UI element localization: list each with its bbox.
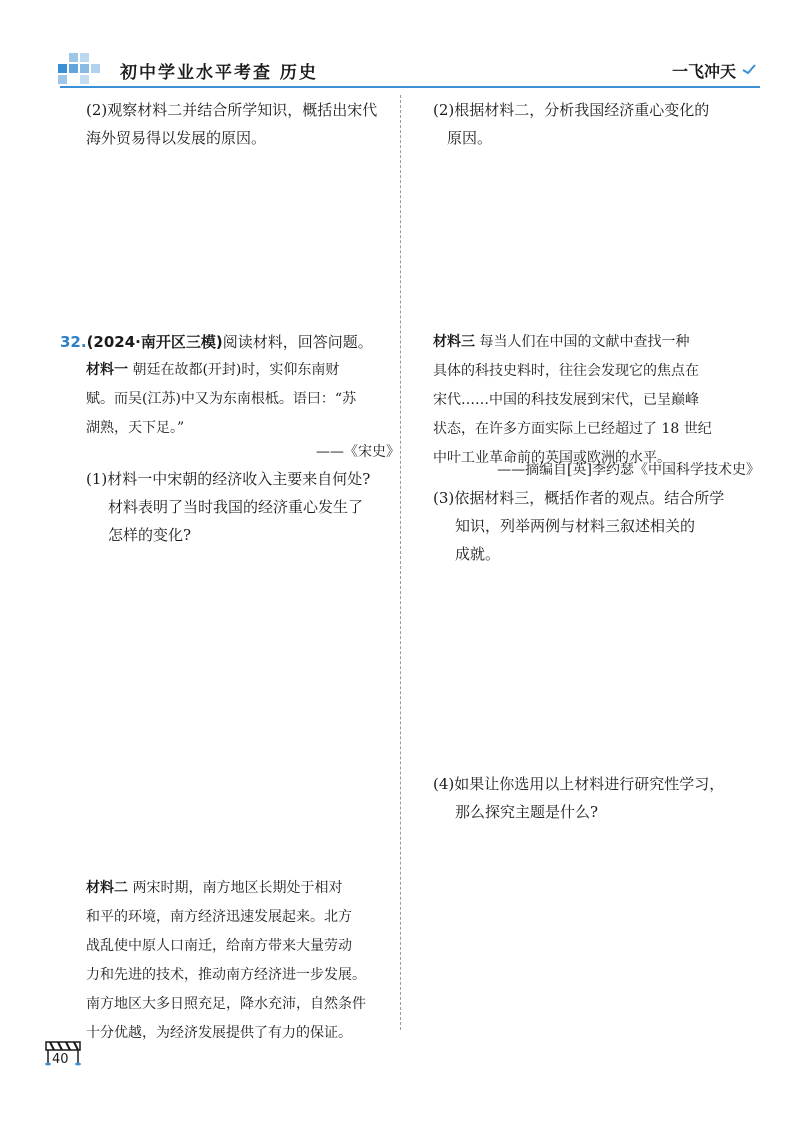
material-2-text: 战乱使中原人口南迁，给南方带来大量劳动 (86, 938, 352, 954)
material-1-source: ——《宋史》 (316, 444, 400, 460)
material-2-text: 南方地区大多日照充足，降水充沛，自然条件 (86, 996, 366, 1012)
question-3-line: 成就。 (455, 545, 501, 563)
column-divider (400, 95, 401, 1030)
page-number: 40 (52, 1052, 69, 1067)
material-2 (86, 874, 398, 1048)
material-3-text: 中叶工业革命前的英国或欧洲的水平。 (433, 450, 671, 466)
material-3-text: 具体的科技史料时，往往会发现它的焦点在 (433, 363, 699, 379)
question-4-line: 那么探究主题是什么? (455, 803, 599, 821)
material-1-label: 材料一 (86, 362, 128, 378)
question-2 (433, 96, 763, 152)
prev-question-2-line: 海外贸易得以发展的原因。 (86, 129, 267, 147)
question-1-line: 怎样的变化? (108, 526, 192, 544)
question-4-line: (4)如果让你选用以上材料进行研究性学习， (433, 775, 725, 793)
question-number: 32. (60, 333, 87, 351)
question-1-line: 材料表明了当时我国的经济重心发生了 (108, 498, 364, 516)
material-2-text: 两宋时期，南方地区长期处于相对 (128, 880, 343, 896)
material-3-text: 宋代……中国的科技发展到宋代，已呈巅峰 (433, 392, 699, 408)
material-2-text: 力和先进的技术，推动南方经济进一步发展。 (86, 967, 366, 983)
question-3-line: 知识，列举两例与材料三叙述相关的 (455, 517, 696, 535)
material-2-text: 和平的环境，南方经济迅速发展起来。北方 (86, 909, 352, 925)
material-1 (86, 356, 398, 443)
question-3 (433, 484, 763, 568)
material-3-text: 状态，在许多方面实际上已经超过了 18 世纪 (433, 421, 712, 437)
question-4 (433, 770, 763, 826)
material-1-text: 朝廷在故都(开封)时，实仰东南财 (128, 362, 340, 378)
question-2-line: (2)根据材料二，分析我国经济重心变化的 (433, 101, 710, 119)
question-source: (2024·南开区三模) (86, 333, 223, 351)
material-3 (433, 328, 763, 473)
question-3-line: (3)依据材料三，概括作者的观点。结合所学 (433, 489, 725, 507)
material-3-label: 材料三 (433, 334, 475, 350)
header-rule (60, 86, 760, 88)
header-brand: 一飞冲天 (672, 62, 737, 81)
question-1 (86, 465, 398, 549)
material-3-text: 每当人们在中国的文献中查找一种 (475, 334, 690, 350)
material-1-text: 赋。而吴(江苏)中又为东南根柢。语曰：“苏 (86, 391, 357, 407)
material-1-text: 湖熟，天下足。” (86, 420, 185, 436)
question-32-header (60, 328, 400, 356)
material-3-source: ——摘编自[英]李约瑟《中国科学技术史》 (497, 462, 760, 478)
header-logo-squares (58, 52, 110, 86)
material-2-text: 十分优越，为经济发展提供了有力的保证。 (86, 1025, 352, 1041)
question-1-line: (1)材料一中宋朝的经济收入主要来自何处? (86, 470, 371, 488)
header-title: 初中学业水平考查 历史 (120, 63, 318, 83)
material-2-label: 材料二 (86, 880, 128, 896)
prev-question-2 (86, 96, 396, 152)
prev-question-2-line: (2)观察材料二并结合所学知识，概括出宋代 (86, 101, 378, 119)
question-instruction: 阅读材料，回答问题。 (222, 333, 373, 351)
question-2-line: 原因。 (447, 129, 493, 147)
brand-swoosh-icon (742, 64, 756, 74)
